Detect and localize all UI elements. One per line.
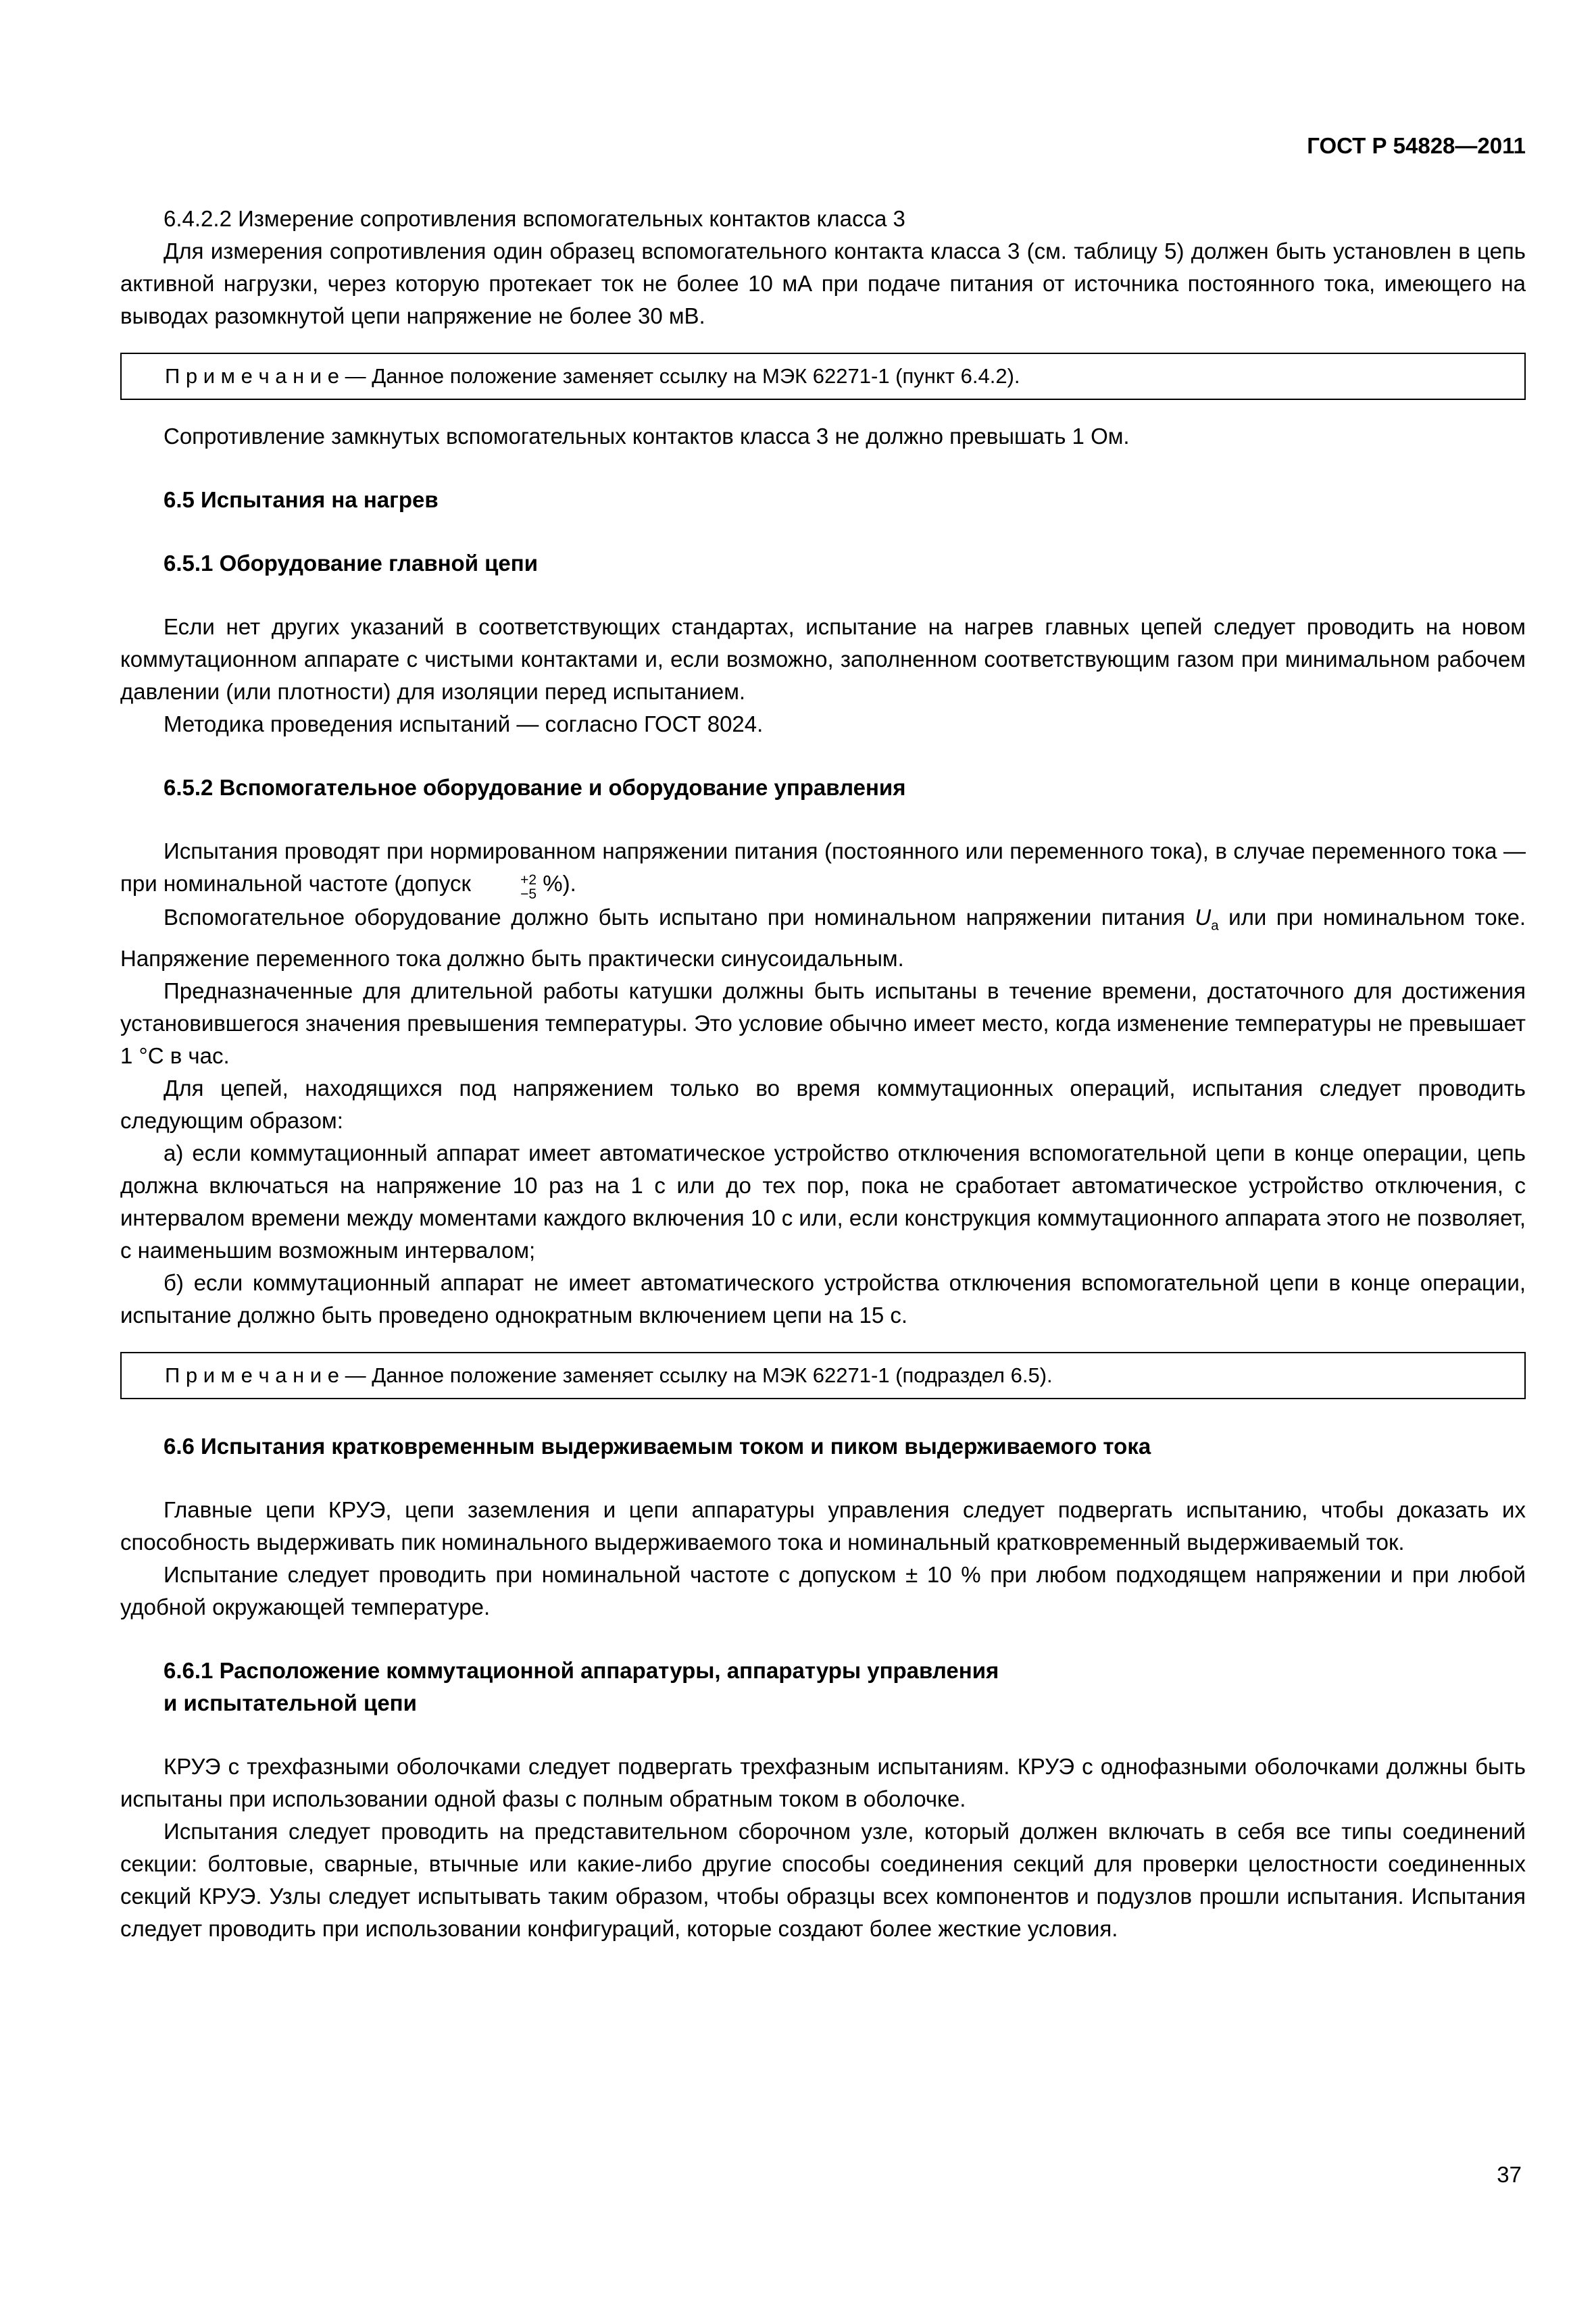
voltage-symbol-letter: U <box>1195 905 1212 930</box>
heading-6-6-1-line1: 6.6.1 Расположение коммутационной аппаратуры, аппаратуры управления <box>164 1657 999 1683</box>
document-code: ГОСТ Р 54828—2011 <box>1307 133 1526 158</box>
paragraph-resistance-limit: Сопротивление замкнутых вспомогательных контактов класса 3 не должно превышать 1 Ом. <box>164 424 1130 449</box>
paragraph-measurement: Для измерения сопротивления один образец вспомогательного контакта класса 3 (см. таблицу 5) должен быть установлен в цепь активной нагрузки, через которую протекает ток не более 10 мА при подаче питания от источника постоянного тока, имеющего на выводах разомкнутой цепи напряжение не более 30 мВ. <box>120 238 1526 328</box>
paragraph-test-frequency: Испытание следует проводить при номинальной частоте с допуском ± 10 % при любом подходящем напряжении и при любой удобной окружающей температуре. <box>120 1561 1526 1619</box>
paragraph-method: Методика проведения испытаний — согласно ГОСТ 8024. <box>164 711 764 736</box>
paragraph-main-circuit-test: Если нет других указаний в соответствующих стандартах, испытание на нагрев главных цепей следует проводить на новом коммутационном аппарате с чистыми контактами и, если возможно, заполненном соответствующим газом при минимальном рабочем давлении (или плотности) для изоляции перед испытанием. <box>120 614 1526 704</box>
clause-6422-heading: 6.4.2.2 Измерение сопротивления вспомогательных контактов класса 3 <box>164 206 905 231</box>
paragraph-gis-main-circuits: Главные цепи КРУЭ, цепи заземления и цепи аппаратуры управления следует подвергать испытанию, чтобы доказать их способность выдерживать пик номинального выдерживаемого тока и номинальный кратковременный выдерживаемый ток. <box>120 1496 1526 1555</box>
tolerance-text-after: %). <box>537 871 576 896</box>
paragraph-three-phase: КРУЭ с трехфазными оболочками следует подвергать трехфазным испытаниям. КРУЭ с однофазными оболочками должны быть испытаны при использовании одной фазы с полным обратным током в оболочке. <box>120 1753 1526 1811</box>
paragraph-energized-circuits: Для цепей, находящихся под напряжением только во время коммутационных операций, испытания следует проводить следующим образом: <box>120 1075 1526 1133</box>
heading-6-6: 6.6 Испытания кратковременным выдерживаемым током и пиком выдерживаемого тока <box>164 1433 1151 1459</box>
heading-6-5-1: 6.5.1 Оборудование главной цепи <box>164 551 539 576</box>
note-box-2 <box>120 1352 1526 1399</box>
ua-text-after: или при номинальном токе. Напряжение переменного тока должно быть практически синусоидальным. <box>120 905 1526 971</box>
voltage-symbol-subscript: а <box>1211 917 1219 934</box>
paragraph-assembly: Испытания следует проводить на представительном сборочном узле, который должен включать в себя все типы соединений секции: болтовые, сварные, втычные или какие-либо другие способы соединения секций для проверки целостности соединенных секций КРУЭ. Узлы следует испытывать таким образом, чтобы образцы всех компонентов и подузлов прошли испытания. Испытания следует проводить при использовании конфигураций, которые создают более жесткие условия. <box>120 1818 1526 1941</box>
tolerance-lower: −5 <box>520 886 537 902</box>
tolerance-text-before: Испытания проводят при нормированном напряжении питания (постоянного или переменного тока), в случае переменного тока — при номинальной частоте (допуск <box>120 838 1526 896</box>
voltage-symbol-Ua <box>1195 905 1219 934</box>
note-1-text: П р и м е ч а н и е — Данное положение заменяет ссылку на МЭК 62271-1 (пункт 6.4.2). <box>165 364 1020 388</box>
page-number: 37 <box>1497 2162 1522 2187</box>
ua-text-before: Вспомогательное оборудование должно быть испытано при номинальном напряжении питания <box>164 905 1195 930</box>
heading-6-6-1 <box>120 1655 1526 1719</box>
note-2-text: П р и м е ч а н и е — Данное положение заменяет ссылку на МЭК 62271-1 (подраздел 6.5). <box>165 1363 1053 1387</box>
page-header <box>120 130 1526 162</box>
paragraph-coils: Предназначенные для длительной работы катушки должны быть испытаны в течение времени, достаточного для достижения установившегося значения превышения температуры. Это условие обычно имеет место, когда изменение температуры не превышает 1 °С в час. <box>120 978 1526 1068</box>
page-footer <box>1497 2159 1522 2191</box>
paragraph-item-b: б) если коммутационный аппарат не имеет автоматического устройства отключения вспомогательной цепи в конце операции, испытание должно быть проведено однократным включением цепи на 15 с. <box>120 1269 1526 1328</box>
heading-6-6-1-line2: и испытательной цепи <box>164 1690 417 1715</box>
paragraph-auxiliary-equipment <box>120 901 1526 975</box>
heading-6-5: 6.5 Испытания на нагрев <box>164 487 439 512</box>
page-content <box>120 203 1526 1945</box>
tolerance-fraction <box>477 873 537 901</box>
note-box-1 <box>120 353 1526 400</box>
tolerance-upper: +2 <box>520 872 537 888</box>
heading-6-5-2: 6.5.2 Вспомогательное оборудование и оборудование управления <box>164 775 906 800</box>
paragraph-item-a: а) если коммутационный аппарат имеет автоматическое устройство отключения вспомогательной цепи в конце операции, цепь должна включаться на напряжение 10 раз на 1 с или до тех пор, пока не сработает автоматическое устройство отключения, с интервалом времени между моментами каждого включения 10 с или, если конструкция коммутационного аппарата этого не позволяет, с наименьшим возможным интервалом; <box>120 1140 1526 1263</box>
paragraph-supply-voltage <box>120 835 1526 901</box>
